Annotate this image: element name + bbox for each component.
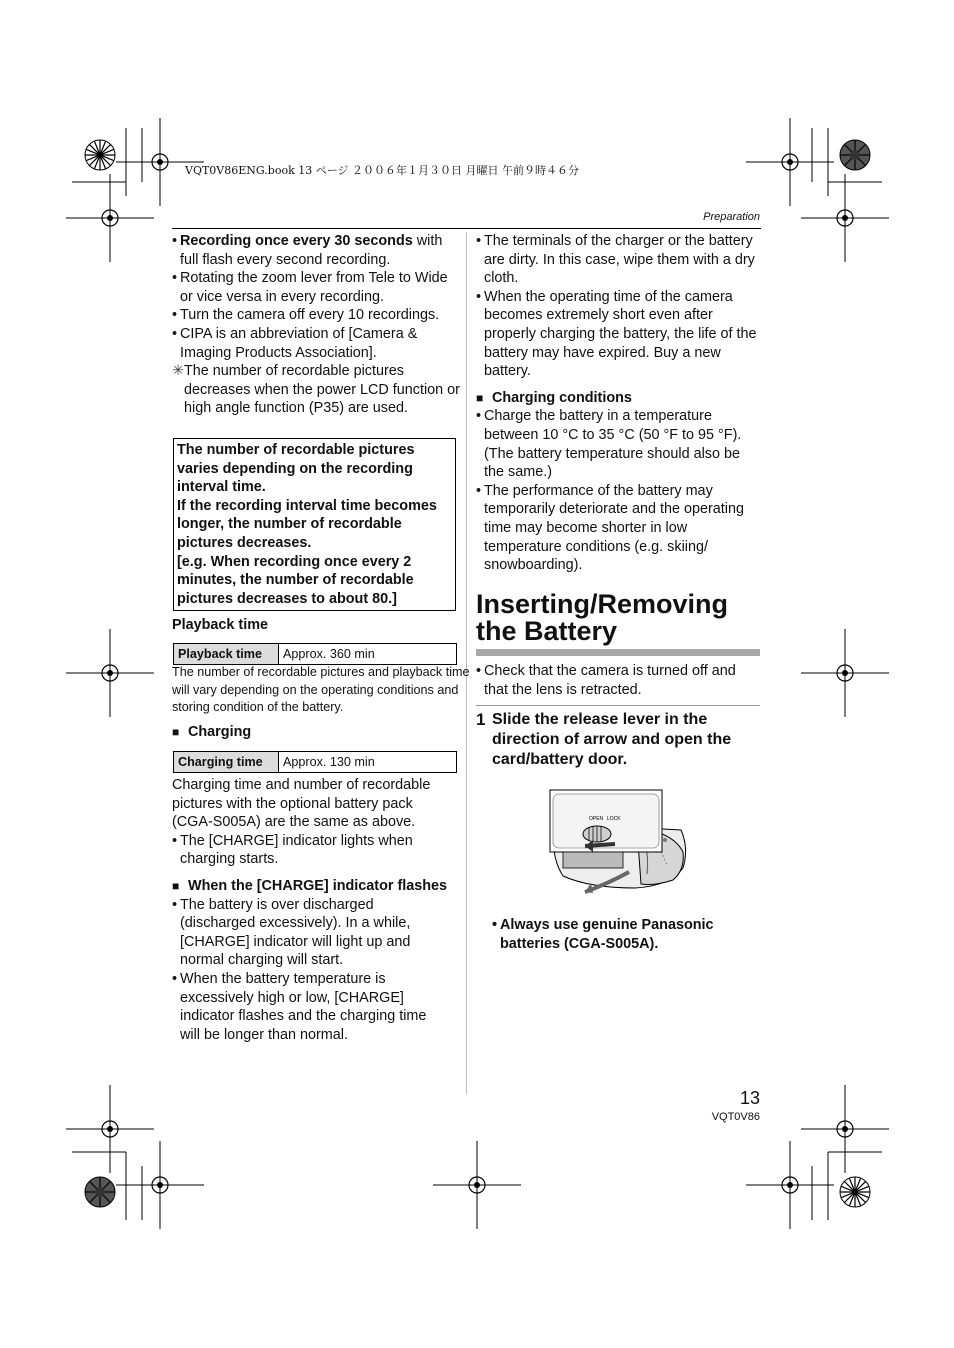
- file-info: VQT0V86ENG.book 13 ページ ２００６年１月３０日 月曜日 午前９時４６分: [185, 164, 579, 177]
- page-number: 13: [739, 1088, 760, 1108]
- lock-label: LOCK: [607, 816, 621, 822]
- charging-heading: ■ Charging: [172, 724, 251, 740]
- genuine-battery-note: • Always use genuine Panasonic batteries (CGA-S005A).: [492, 916, 752, 953]
- left-column: [172, 232, 460, 418]
- interval-note-box: The number of recordable pictures varies depending on the recording interval time. If the recording interval time becomes longer, the number of recordable pictures decreases. [e.g. When recording once every 2 minutes, the number of recordable pictures decreases to about 80.]: [173, 438, 456, 611]
- charging-text-block: Charging time and number of recordable pictures with the optional battery pack (CGA-S005A) are the same as above. • The [CHARGE] indicator lights when charging starts. ■ When the [CHARGE] indicator flashes • The battery is over discharged (discharged excessively). In a while, [CHARGE] indicator will light up and normal charging will start. • When the battery temperature is excessively high or low, [CHARGE] indicator flashes and the charging time will be longer than normal.: [172, 776, 448, 1044]
- playback-heading: Playback time: [172, 617, 268, 633]
- open-label: OPEN: [589, 816, 604, 822]
- bullet-list-top: • Recording once every 30 seconds with full flash every second recording. • Rotating the zoom lever from Tele to Wide or vice versa in every recording. • Turn the camera off every 10 recordings. • CIPA is an abbreviation of [Camera & Imaging Products Association].: [172, 232, 460, 362]
- charging-table: Charging time Approx. 130 min: [173, 751, 457, 773]
- section-label: Preparation: [703, 211, 760, 223]
- check-note: • Check that the camera is turned off and that the lens is retracted.: [476, 662, 760, 699]
- flash-heading: ■ When the [CHARGE] indicator flashes: [172, 877, 448, 896]
- step-number: 1: [476, 710, 486, 729]
- asterisk-note: ✳The number of recordable pictures decreases when the power LCD function or high angle function (P35) are used.: [172, 363, 460, 417]
- title-underline: [476, 649, 760, 656]
- playback-table: Playback time Approx. 360 min: [173, 643, 457, 665]
- section-title: Inserting/Removing the Battery: [476, 589, 729, 646]
- battery-door-illustration: [545, 788, 695, 908]
- step-1: 1 Slide the release lever in the direction of arrow and open the card/battery door.: [476, 710, 732, 768]
- model-code: VQT0V86: [711, 1111, 760, 1123]
- step-rule: [476, 705, 760, 706]
- conditions-heading: ■ Charging conditions: [476, 389, 760, 408]
- right-column-top: • The terminals of the charger or the battery are dirty. In this case, wipe them with a dry cloth. • When the operating time of the camera becomes extremely short even after properly charging the battery, the life of the battery may have expired. Buy a new battery. ■ Charging conditions • Charge the battery in a temperature between 10 °C to 35 °C (50 °F to 95 °F). (The battery temperature should also be the same.) • The performance of the battery may temporarily deteriorate and the operating time may become shorter in low temperature conditions (e.g. skiing/ snowboarding).: [476, 232, 760, 575]
- playback-note: The number of recordable pictures and playback time will vary depending on the operating conditions and storing condition of the battery.: [172, 665, 470, 714]
- column-divider: [466, 232, 467, 1094]
- header-rule: [172, 228, 761, 229]
